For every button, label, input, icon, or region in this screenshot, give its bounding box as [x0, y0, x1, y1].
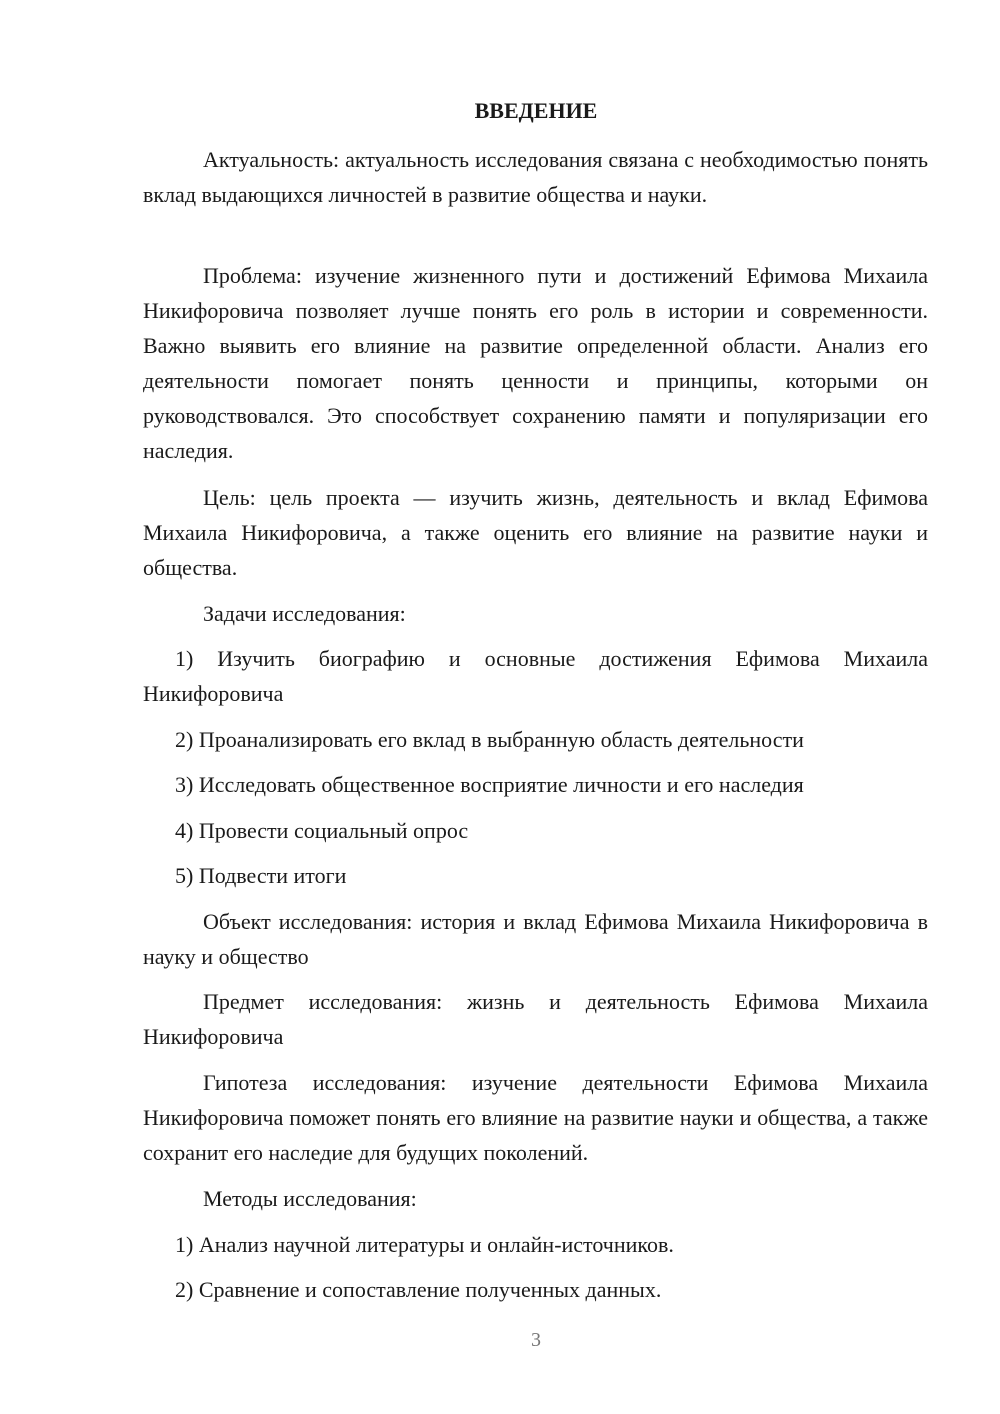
method-item-2: 2) Сравнение и сопоставление полученных данных. — [175, 1277, 662, 1302]
task-item-2: 2) Проанализировать его вклад в выбранную область деятельности — [175, 727, 804, 752]
hypothesis-paragraph: Гипотеза исследования: изучение деятельности Ефимова Михаила Никифоровича поможет понять его влияние на развитие науки и общества, а также сохранит его наследие для будущих поколений. — [143, 1070, 928, 1165]
page-number: 3 — [531, 1329, 541, 1351]
method-item-1: 1) Анализ научной литературы и онлайн-источников. — [175, 1232, 674, 1257]
problem-paragraph: Проблема: изучение жизненного пути и достижений Ефимова Михаила Никифоровича позволяет лучше понять его роль в истории и современности. Важно выявить его влияние на развитие определенной области. Анализ его деятельности помогает понять ценности и принципы, которыми он руководствовался. Это способствует сохранению памяти и популяризации его наследия. — [143, 263, 928, 463]
task-item-5: 5) Подвести итоги — [175, 863, 347, 888]
page-title: ВВЕДЕНИЕ — [474, 98, 598, 123]
task-item-3: 3) Исследовать общественное восприятие личности и его наследия — [175, 772, 804, 797]
task-item-1: 1) Изучить биографию и основные достижения Ефимова Михаила Никифоровича — [143, 646, 928, 706]
tasks-heading: Задачи исследования: — [203, 601, 406, 626]
goal-paragraph: Цель: цель проекта — изучить жизнь, деятельность и вклад Ефимова Михаила Никифоровича, а также оценить его влияние на развитие науки и общества. — [143, 485, 928, 580]
task-item-4: 4) Провести социальный опрос — [175, 818, 469, 843]
relevance-paragraph: Актуальность: актуальность исследования связана с необходимостью понять вклад выдающихся личностей в развитие общества и науки. — [143, 147, 928, 207]
object-paragraph: Объект исследования: история и вклад Ефимова Михаила Никифоровича в науку и общество — [143, 909, 928, 969]
subject-paragraph: Предмет исследования: жизнь и деятельность Ефимова Михаила Никифоровича — [143, 989, 928, 1049]
methods-heading: Методы исследования: — [203, 1186, 417, 1211]
